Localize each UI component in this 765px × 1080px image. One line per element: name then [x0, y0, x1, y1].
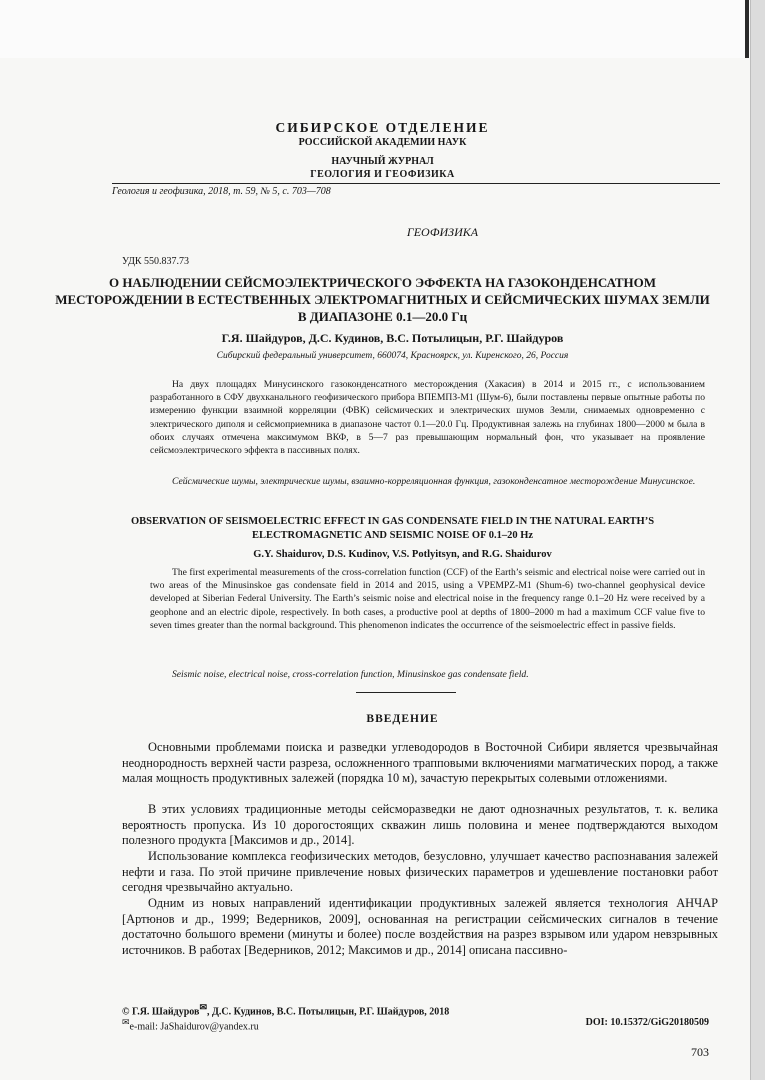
intro-paragraph-4	[122, 896, 718, 958]
copyright-first-author: © Г.Я. Шайдуров	[122, 1006, 200, 1018]
keywords-russian: Сейсмические шумы, электрические шумы, взаимно-корреляционная функция, газоконденсатное месторождение Минусинское.	[172, 476, 696, 487]
introduction-heading: ВВЕДЕНИЕ	[366, 713, 439, 725]
abstract-english: The first experimental measurements of the cross-correlation function (CCF) of the Earth’s seismic and electrical noise were carried out in two areas of the Minusinskoe gas condensate field in 2014 and 2015, using a VPEMPZ-M1 (Shum-6) two-channel geophysical device developed at Siberian Federal University. The Earth’s seismic noise and electrical noise in the frequency range 0.1–20 Hz were received by a geophone and an electric dipole, respectively. In both cases, a productive pool at depths of 1800–2000 m had a maximum CCF value five to seven times greater than the normal background. This phenomenon indicates the occurrence of the seismoelectric effect in passive fields.	[150, 567, 705, 631]
masthead-rule	[112, 183, 720, 184]
page-number: 703	[691, 1045, 709, 1059]
scan-top-margin	[0, 0, 765, 58]
envelope-icon: ✉	[199, 1002, 207, 1012]
title-english: OBSERVATION OF SEISMOELECTRIC EFFECT IN GAS CONDENSATE FIELD IN THE NATURAL EARTH’S ELECTROMAGNETIC AND SEISMIC NOISE OF 0.1–20 Hz	[130, 516, 655, 541]
keywords-english: Seismic noise, electrical noise, cross-correlation function, Minusinskoe gas condensate field.	[172, 669, 529, 680]
authors-english: G.Y. Shaidurov, D.S. Kudinov, V.S. Potlyitsyn, and R.G. Shaidurov	[253, 549, 552, 560]
masthead-line1: СИБИРСКОЕ ОТДЕЛЕНИЕ	[275, 120, 490, 135]
paragraph-text: В этих условиях традиционные методы сейсморазведки не дают однозначных результатов, т. к. велика вероятность пропуска. Из 10 дорогостоящих скважин лишь половина и менее подтверждаются выходом полезного продукта [Максимов и др., 2014].	[122, 802, 718, 848]
abstract-russian: На двух площадях Минусинского газоконденсатного месторождения (Хакасия) в 2014 и 2015 гг., с использованием разработанного в СФУ двухканального геофизического прибора ВПЕМПЗ-М1 (Шум-6), были поставлены первые опытные работы по измерению функции взаимной корреляции (ФВК) сейсмических и электрических шумов Земли, снимаемых одновременно с электрического диполя и сейсмоприемника в диапазоне частот 0.1—20.0 Гц. Продуктивная залежь на глубинах 1800—2000 м была в обоих случаях отмечена максимумом ВКФ, в 5—7 раз превышающим нормальный фон, что указывает на проявление сейсмоэлектрического эффекта в пассивных полях.	[150, 379, 705, 457]
authors-russian: Г.Я. Шайдуров, Д.С. Кудинов, В.С. Потылицын, Р.Г. Шайдуров	[221, 331, 564, 345]
affiliation-russian: Сибирский федеральный университет, 660074, Красноярск, ул. Киренского, 26, Россия	[216, 351, 569, 361]
doi[interactable]: DOI: 10.15372/GiG20180509	[585, 1017, 709, 1028]
masthead-line3: НАУЧНЫЙ ЖУРНАЛ	[331, 156, 434, 167]
envelope-icon: ✉	[122, 1017, 130, 1027]
masthead-line4: ГЕОЛОГИЯ И ГЕОФИЗИКА	[310, 169, 455, 180]
copyright-line	[122, 1002, 449, 1017]
title-russian: О НАБЛЮДЕНИИ СЕЙСМОЭЛЕКТРИЧЕСКОГО ЭФФЕКТА НА ГАЗОКОНДЕНСАТНОМ МЕСТОРОЖДЕНИИ В ЕСТЕСТВЕННЫХ ЭЛЕКТРОМАГНИТНЫХ И СЕЙСМИЧЕСКИХ ШУМАХ ЗЕМЛИ В ДИАПАЗОНЕ 0.1—20.0 Гц	[55, 275, 710, 324]
masthead-line2: РОССИЙСКОЙ АКАДЕМИИ НАУК	[298, 137, 467, 148]
paragraph-text: Использование комплекса геофизических методов, безусловно, улучшает качество распознавания залежей нефти и газа. По этой причине привлечение новых физических параметров и удешевление постановки работ сегодня чрезвычайно актуально.	[122, 849, 718, 895]
copyright-rest: , Д.С. Кудинов, В.С. Потылицын, Р.Г. Шайдуров, 2018	[207, 1006, 450, 1018]
udk-code: УДК 550.837.73	[122, 256, 190, 267]
email-line	[122, 1017, 259, 1032]
paragraph-text: Одним из новых направлений идентификации продуктивных залежей является технология АНЧАР [Артюнов и др., 1999; Ведерников, 2009], основанная на регистрации сейсмических сигналов в течение достаточно большого времени (минуты и более) после воздействия на разрез взрывом или ударом невзрывных источников. В работах [Ведерников, 2012; Максимов и др., 2014] описана пассивно-	[122, 896, 718, 957]
journal-citation: Геология и геофизика, 2018, т. 59, № 5, с. 703—708	[112, 186, 331, 197]
section-heading: ГЕОФИЗИКА	[406, 225, 479, 239]
email-address[interactable]: e-mail: JaShaidurov@yandex.ru	[129, 1021, 259, 1033]
paragraph-text: Основными проблемами поиска и разведки углеводородов в Восточной Сибири является чрезвычайная неоднородность верхней части разреза, осложненного трапповыми включениями магматических пород, а также малая мощность продуктивных залежей (порядка 10 м), зачастую перекрытых солевыми отложениями.	[122, 740, 718, 786]
intro-paragraph-2	[122, 802, 718, 849]
intro-paragraph-3	[122, 849, 718, 896]
intro-paragraph-1	[122, 740, 718, 787]
scan-edge-mark	[745, 0, 749, 58]
separator-rule	[356, 692, 456, 693]
